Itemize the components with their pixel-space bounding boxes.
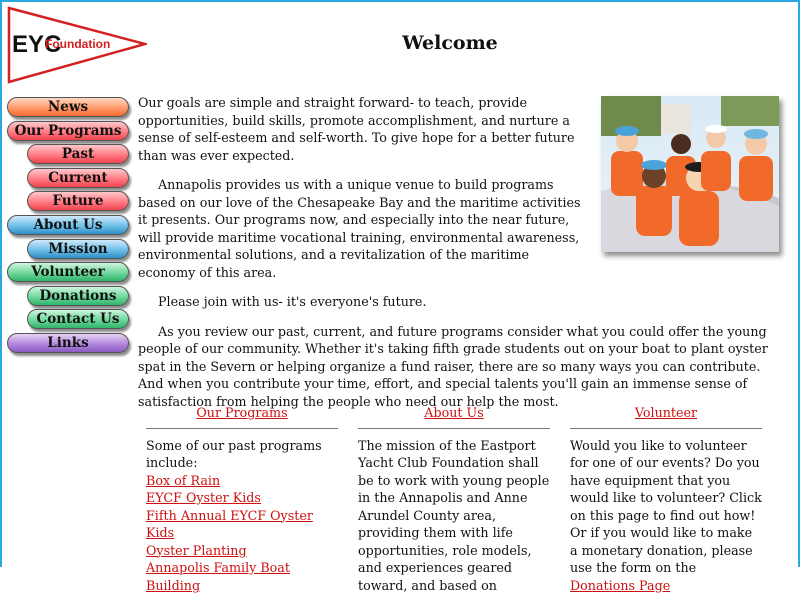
nav-news[interactable]: News [7,97,129,117]
intro-paragraph-2: Annapolis provides us with a unique venue to build programs based on our love of the Chesapeake Bay and the maritime activities it presents. Our programs now, and especially into the near future, will provide maritime vocational training, environmental awareness, environmental solutions, and a revitalization of the maritime economy of this area. [138,176,583,281]
nav-our-programs[interactable]: Our Programs [7,121,129,141]
intro-content [138,94,788,422]
donation-text-body: Or if you would like to make a monetary donation, please use the form on the [570,525,753,575]
nav-mission[interactable]: Mission [27,239,129,259]
nav-past[interactable]: Past [27,144,129,164]
our-programs-text: Some of our past programs include: [146,437,338,472]
column-about-us [358,404,550,594]
nav-links[interactable]: Links [7,333,129,353]
about-us-heading-link[interactable]: About Us [358,404,550,422]
nav-contact-us[interactable]: Contact Us [27,309,129,329]
column-divider [358,428,550,429]
logo-secondary-text: Foundation [45,37,110,51]
program-link-box-of-rain[interactable]: Box of Rain [146,472,338,490]
nav-future[interactable]: Future [27,191,129,211]
program-link-oyster-kids[interactable]: EYCF Oyster Kids [146,489,338,507]
intro-paragraph-3: Please join with us- it's everyone's future. [138,293,788,311]
nav-volunteer[interactable]: Volunteer [7,262,129,282]
column-divider [570,428,762,429]
volunteer-text: Would you like to volunteer for one of our events? Do you have equipment that you would like to volunteer? Click on this page to find out how! [570,437,762,525]
program-link-fifth-annual-oyster-kids[interactable]: Fifth Annual EYCF Oyster Kids [146,507,338,542]
program-link-family-boat-building[interactable]: Annapolis Family Boat Building [146,559,338,594]
nav-current[interactable]: Current [27,168,129,188]
donation-text [570,524,762,594]
page-title: Welcome [360,32,540,54]
column-our-programs [146,404,338,594]
nav-about-us[interactable]: About Us [7,215,129,235]
column-divider [146,428,338,429]
sidebar-nav [7,97,129,357]
program-link-oyster-planting[interactable]: Oyster Planting [146,542,338,560]
donations-page-link[interactable]: Donations Page [570,578,670,593]
intro-paragraph-4: As you review our past, current, and future programs consider what you could offer the young people of our community. Whether it's taking fifth grade students out on your boat to plant oyster spat in the Severn or helping organize a fund raiser, there are so many ways you can contribute. And when you contribute your time, effort, and special talents you'll gain an immense sense of satisfaction from helping the people who need our help the most. [138,323,788,411]
our-programs-heading-link[interactable]: Our Programs [146,404,338,422]
logo-primary-text: EYC [12,31,61,58]
about-us-text: The mission of the Eastport Yacht Club Foundation shall be to work with young people in the Annapolis and Anne Arundel County area, providing them with life opportunities, role models, and experiences geared toward, and based on [358,437,550,594]
intro-paragraph-1: Our goals are simple and straight forward- to teach, provide opportunities, build skills, promote accomplishment, and nurture a sense of self-esteem and self-worth. To give hope for a better future than was ever expected. [138,94,583,164]
eycf-logo[interactable] [7,6,147,84]
column-volunteer [570,404,762,594]
nav-donations[interactable]: Donations [27,286,129,306]
volunteer-heading-link[interactable]: Volunteer [570,404,762,422]
